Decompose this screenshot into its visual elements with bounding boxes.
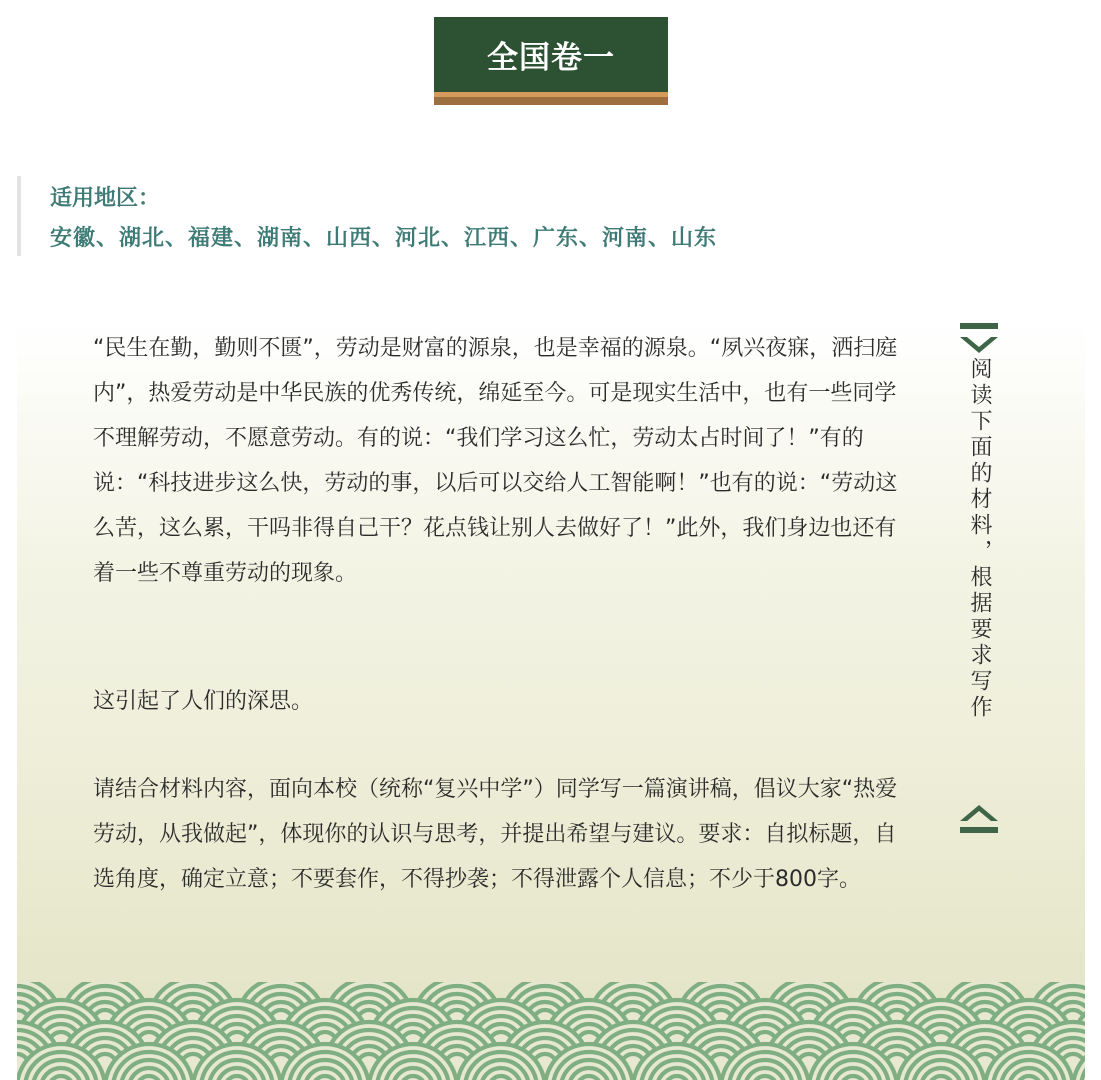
banner-stripe-dark bbox=[434, 97, 668, 105]
side-tag-bottom-bar bbox=[960, 827, 998, 833]
side-tag-top-bar bbox=[960, 323, 998, 329]
wave-pattern bbox=[17, 982, 1085, 1080]
side-tag bbox=[960, 323, 998, 835]
side-tag-bottom-ornament bbox=[960, 805, 998, 821]
side-tag-top-ornament bbox=[960, 337, 998, 353]
banner-title: 全国卷一 bbox=[434, 17, 668, 92]
title-banner bbox=[434, 17, 668, 105]
material-paragraph-2: 这引起了人们的深思。 bbox=[93, 689, 314, 714]
region-list: 安徽、湖北、福建、湖南、山西、河北、江西、广东、河南、山东 bbox=[50, 226, 718, 251]
region-label: 适用地区： bbox=[50, 186, 161, 211]
material-panel bbox=[17, 322, 1085, 1080]
material-paragraph-3: 请结合材料内容，面向本校（统称“复兴中学”）同学写一篇演讲稿，倡议大家“热爱劳动，从我做起”，体现你的认识与思考，并提出希望与建议。要求：自拟标题，自选角度，确定立意；不要套作，不得抄袭；不得泄露个人信息；不少于800字。 bbox=[93, 777, 898, 892]
material-paragraph-1: “民生在勤，勤则不匮”，劳动是财富的源泉，也是幸福的源泉。“夙兴夜寐，洒扫庭内”，热爱劳动是中华民族的优秀传统，绵延至今。可是现实生活中，也有一些同学不理解劳动，不愿意劳动。有的说：“我们学习这么忙，劳动太占时间了！”有的说：“科技进步这么快，劳动的事，以后可以交给人工智能啊！”也有的说：“劳动这么苦，这么累，干吗非得自己干？花点钱让别人去做好了！”此外，我们身边也还有着一些不尊重劳动的现象。 bbox=[93, 336, 898, 586]
region-block bbox=[17, 176, 917, 256]
side-tag-text: 阅读下面的材料，根据要求写作 bbox=[967, 357, 992, 721]
